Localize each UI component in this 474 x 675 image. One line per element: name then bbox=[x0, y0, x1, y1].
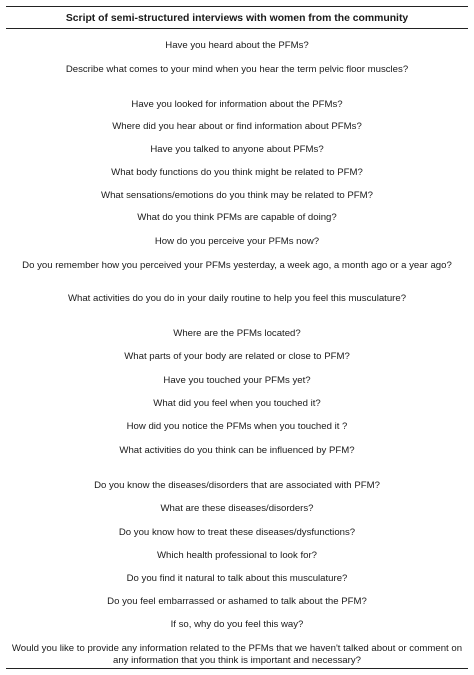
question-item: Do you find it natural to talk about this musculature? bbox=[126, 573, 348, 584]
question-item: Have you looked for information about the PFMs? bbox=[131, 99, 343, 110]
question-item: What activities do you do in your daily routine to help you feel this musculature? bbox=[67, 293, 407, 304]
question-item: What did you feel when you touched it? bbox=[153, 398, 321, 409]
question-item: What parts of your body are related or close to PFM? bbox=[124, 351, 350, 362]
question-item: What do you think PFMs are capable of doing? bbox=[137, 212, 337, 223]
question-item: Describe what comes to your mind when you hear the term pelvic floor muscles? bbox=[65, 64, 409, 75]
question-item: How do you perceive your PFMs now? bbox=[154, 236, 320, 247]
question-item: Where did you hear about or find information about PFMs? bbox=[112, 121, 362, 132]
question-item: If so, why do you feel this way? bbox=[170, 619, 304, 630]
question-item: Have you heard about the PFMs? bbox=[165, 40, 309, 51]
question-item: Do you remember how you perceived your PFMs yesterday, a week ago, a month ago or a year ago? bbox=[22, 260, 452, 271]
question-item: Have you touched your PFMs yet? bbox=[163, 375, 311, 386]
question-item: Have you talked to anyone about PFMs? bbox=[150, 144, 324, 155]
interview-script-table bbox=[6, 6, 468, 29]
question-item: Which health professional to look for? bbox=[157, 550, 317, 561]
question-item: What sensations/emotions do you think may be related to PFM? bbox=[101, 190, 373, 201]
question-item: Do you feel embarrassed or ashamed to talk about the PFM? bbox=[107, 596, 367, 607]
question-item: Do you know how to treat these diseases/dysfunctions? bbox=[118, 527, 356, 538]
question-item: What body functions do you think might be related to PFM? bbox=[111, 167, 363, 178]
question-item: Where are the PFMs located? bbox=[173, 328, 301, 339]
question-item: What are these diseases/disorders? bbox=[160, 503, 314, 514]
question-item: Do you know the diseases/disorders that are associated with PFM? bbox=[94, 480, 380, 491]
table-header: Script of semi-structured interviews with women from the community bbox=[65, 13, 409, 24]
header-rule bbox=[6, 28, 468, 29]
bottom-rule bbox=[6, 668, 468, 669]
question-item: How did you notice the PFMs when you touched it ? bbox=[126, 421, 348, 432]
question-item: What activities do you think can be influenced by PFM? bbox=[119, 445, 355, 456]
question-item: Would you like to provide any information related to the PFMs that we haven't talked about or comment on any information that you think is important and necessary? bbox=[11, 643, 463, 666]
